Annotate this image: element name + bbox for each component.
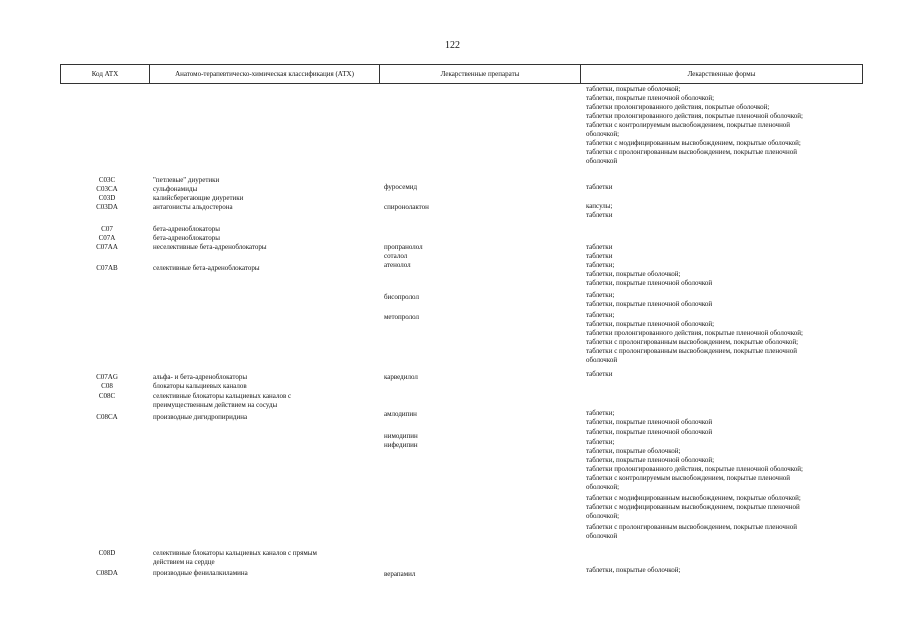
form-line: таблетки, покрытые пленочной оболочкой	[586, 279, 713, 287]
atx-code: C03CA	[96, 185, 118, 193]
form-line: оболочкой	[586, 157, 618, 165]
class-name: действием на сердце	[153, 558, 215, 566]
form-line: таблетки, покрытые оболочкой;	[586, 447, 681, 455]
form-line: таблетки с контролируемым высвобождением, покрытые пленочной	[586, 121, 791, 129]
header-classification: Анатомо-терапевтическо-химическая классификация (АТХ)	[149, 64, 380, 84]
form-line: таблетки, покрытые пленочной оболочкой	[586, 428, 713, 436]
class-name: антагонисты альдостерона	[153, 203, 233, 211]
drug-name: верапамил	[384, 570, 416, 578]
drug-name: атенолол	[384, 261, 411, 269]
form-line: оболочкой;	[586, 130, 620, 138]
class-name: бета-адреноблокаторы	[153, 225, 220, 233]
form-line: таблетки с контролируемым высвобождением, покрытые пленочной	[586, 474, 791, 482]
drug-name: фуросемид	[384, 183, 418, 191]
drug-name: карведилол	[384, 373, 418, 381]
header-code: Код ATX	[60, 64, 150, 84]
class-name: альфа- и бета-адреноблокаторы	[153, 373, 248, 381]
drug-name: метопролол	[384, 313, 420, 321]
form-line: таблетки;	[586, 409, 615, 417]
atx-code: C08DA	[96, 569, 118, 577]
form-line: капсулы;	[586, 202, 613, 210]
form-line: оболочкой;	[586, 483, 620, 491]
atx-code: C07AG	[96, 373, 118, 381]
drug-name: бисопролол	[384, 293, 419, 301]
class-name: сульфонамиды	[153, 185, 198, 193]
form-line: таблетки пролонгированного действия, покрытые пленочной оболочкой;	[586, 465, 803, 473]
class-name: блокаторы кальциевых каналов	[153, 382, 247, 390]
header-forms: Лекарственные формы	[580, 64, 863, 84]
form-line: таблетки;	[586, 438, 615, 446]
form-line: таблетки с модифицированным высвобождением, покрытые оболочкой;	[586, 494, 801, 502]
drug-name: нифедипин	[384, 441, 418, 449]
class-name: производные дигидропиридина	[153, 413, 248, 421]
atx-code: C07	[101, 225, 113, 233]
atx-code: C08CA	[96, 413, 118, 421]
class-name: производные фенилалкиламина	[153, 569, 248, 577]
class-name: селективные блокаторы кальциевых каналов с	[153, 392, 292, 400]
atx-code: C08	[101, 382, 113, 390]
form-line: таблетки;	[586, 311, 615, 319]
drug-name: спиронолактон	[384, 203, 429, 211]
header-drugs: Лекарственные препараты	[379, 64, 581, 84]
form-line: таблетки с модифицированным высвобождением, покрытые пленочной	[586, 503, 800, 511]
form-line: таблетки пролонгированного действия, покрытые пленочной оболочкой;	[586, 112, 803, 120]
class-name: "петлевые" диуретики	[153, 176, 220, 184]
form-line: таблетки с пролонгированным высвобождением, покрытые пленочной	[586, 347, 797, 355]
atx-code: C03C	[98, 176, 116, 184]
atx-code: C03DA	[96, 203, 118, 211]
class-name: селективные блокаторы кальциевых каналов с прямым	[153, 549, 317, 557]
drug-name: пропранолол	[384, 243, 423, 251]
form-line: таблетки	[586, 243, 613, 251]
class-name: бета-адреноблокаторы	[153, 234, 220, 242]
class-name: калийсберегающие диуретики	[153, 194, 244, 202]
atx-code: C07A	[98, 234, 116, 242]
page-number: 122	[445, 40, 460, 51]
form-line: таблетки	[586, 183, 613, 191]
form-line: таблетки	[586, 211, 613, 219]
class-name: неселективные бета-адреноблокаторы	[153, 243, 267, 251]
class-name: селективные бета-адреноблокаторы	[153, 264, 260, 272]
form-line: оболочкой;	[586, 512, 620, 520]
form-line: таблетки с модифицированным высвобождением, покрытые оболочкой;	[586, 139, 801, 147]
form-line: таблетки с пролонгированным высвобождением, покрытые пленочной	[586, 523, 797, 531]
drug-name: амлодипин	[384, 410, 417, 418]
form-line: таблетки, покрытые пленочной оболочкой;	[586, 456, 715, 464]
drug-name: соталол	[384, 252, 408, 260]
class-name: преимущественным действием на сосуды	[153, 401, 278, 409]
form-line: таблетки, покрытые оболочкой;	[586, 85, 681, 93]
form-line: таблетки;	[586, 291, 615, 299]
atx-code: C07AA	[96, 243, 118, 251]
form-line: таблетки	[586, 252, 613, 260]
atx-code: C08D	[98, 549, 116, 557]
drug-name: нимодипин	[384, 432, 418, 440]
form-line: таблетки с пролонгированным высвобождением, покрытые пленочной	[586, 148, 797, 156]
form-line: таблетки, покрытые пленочной оболочкой	[586, 300, 713, 308]
form-line: таблетки, покрытые оболочкой;	[586, 270, 681, 278]
form-line: таблетки, покрытые пленочной оболочкой;	[586, 94, 715, 102]
form-line: таблетки;	[586, 261, 615, 269]
form-line: оболочкой	[586, 532, 618, 540]
form-line: таблетки с пролонгированным высвобождением, покрытые оболочкой;	[586, 338, 799, 346]
form-line: таблетки	[586, 370, 613, 378]
atx-code: C07AB	[96, 264, 118, 272]
atx-code: C03D	[98, 194, 116, 202]
form-line: таблетки, покрытые пленочной оболочкой	[586, 418, 713, 426]
form-line: оболочкой	[586, 356, 618, 364]
form-line: таблетки пролонгированного действия, покрытые оболочкой;	[586, 103, 770, 111]
form-line: таблетки, покрытые оболочкой;	[586, 566, 681, 574]
form-line: таблетки, покрытые пленочной оболочкой;	[586, 320, 715, 328]
atx-code: C08C	[98, 392, 116, 400]
form-line: таблетки пролонгированного действия, покрытые пленочной оболочкой;	[586, 329, 803, 337]
